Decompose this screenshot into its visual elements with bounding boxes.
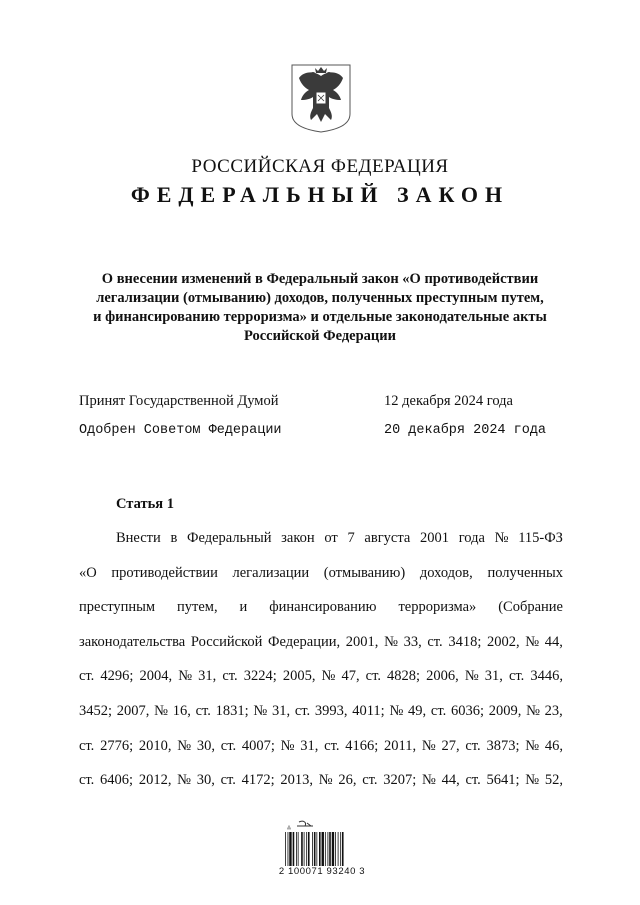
word: ст.: [220, 772, 236, 789]
word: №: [526, 702, 540, 719]
word: ст.: [427, 633, 443, 650]
word: 2011,: [384, 737, 417, 754]
document-type: ФЕДЕРАЛЬНЫЙ ЗАКОН: [130, 182, 510, 207]
country-name: РОССИЙСКАЯ ФЕДЕРАЦИЯ: [191, 156, 449, 177]
word: 4296;: [100, 668, 134, 685]
word: 3873;: [486, 737, 520, 754]
word: (Собрание: [498, 599, 563, 616]
barcode-bar: [319, 832, 321, 866]
word: 7: [347, 530, 355, 546]
word: 44,: [544, 633, 563, 650]
word: №: [389, 702, 404, 719]
word: №: [525, 737, 540, 754]
word: путем,: [177, 599, 218, 616]
word: 115-ФЗ: [518, 530, 563, 546]
word: 16,: [172, 702, 191, 719]
word: 3452;: [79, 702, 113, 719]
barcode-bar: [285, 832, 286, 866]
word: №: [177, 772, 192, 789]
word: ст.: [365, 668, 381, 685]
article-text-line: [79, 599, 563, 634]
barcode-bar: [306, 832, 307, 866]
article-text-line: [79, 668, 563, 703]
barcode-bar: [332, 832, 334, 866]
word: 49,: [408, 702, 427, 719]
word: ст.: [195, 702, 211, 719]
word: 27,: [441, 737, 460, 754]
word: ст.: [362, 772, 378, 789]
word: 31,: [300, 737, 319, 754]
barcode-bar: [329, 832, 331, 866]
word: от: [324, 530, 338, 546]
barcode-bar: [312, 832, 313, 866]
word: 23,: [544, 702, 563, 719]
word: 52,: [544, 772, 563, 789]
word: Федеральный: [187, 530, 272, 546]
article-text-line: [79, 565, 563, 600]
word: легализации: [232, 564, 310, 581]
word: 31,: [271, 702, 291, 719]
word: и: [239, 599, 248, 616]
word: ст.: [79, 772, 95, 789]
word: ст.: [465, 772, 481, 789]
word: ст.: [294, 702, 311, 719]
article-body: [79, 530, 563, 807]
word: №: [464, 668, 479, 685]
article-text-line: [79, 634, 563, 669]
word: 2009,: [488, 702, 522, 719]
barcode-number: 2 100071 93240 3: [278, 866, 366, 877]
word: 31,: [484, 668, 503, 685]
word: «О: [79, 564, 97, 581]
barcode-bar: [338, 832, 339, 866]
word: 4166;: [345, 737, 379, 754]
russian-coat-of-arms-icon: [289, 62, 353, 134]
duma-adoption-label: Принят Государственной Думой: [79, 393, 279, 409]
word: 30,: [196, 772, 215, 789]
word: 3224;: [243, 668, 277, 685]
word: 2013,: [280, 772, 314, 789]
word: 46,: [544, 737, 563, 754]
word: ст.: [79, 737, 95, 754]
article-text-line: [79, 772, 563, 807]
word: 2010,: [138, 737, 172, 754]
word: 2776;: [100, 737, 134, 754]
word: преступным: [79, 599, 156, 616]
word: №: [318, 772, 333, 789]
svg-text:⁂: ⁂: [287, 825, 291, 830]
word: №: [525, 772, 540, 789]
word: доходов,: [419, 564, 473, 581]
word: 2004,: [139, 668, 173, 685]
word: года: [458, 530, 485, 546]
word: 33,: [403, 633, 422, 650]
word: №: [494, 530, 509, 546]
article-text-line: [79, 703, 563, 738]
word: 5641;: [486, 772, 520, 789]
word: ст.: [79, 668, 95, 685]
word: 2002,: [487, 633, 520, 650]
barcode-bar: [308, 832, 310, 866]
word: №: [421, 737, 436, 754]
barcode-bar: [328, 832, 329, 866]
law-title-line: О внесении изменений в Федеральный закон «О противодействии: [101, 271, 539, 287]
word: 2007,: [116, 702, 150, 719]
word: финансированию: [269, 599, 377, 616]
word: 2005,: [282, 668, 316, 685]
word: 4828;: [387, 668, 421, 685]
word: 26,: [338, 772, 357, 789]
article-text-line: [79, 530, 563, 565]
barcode-bar: [296, 832, 297, 866]
law-title-line: и финансированию терроризма» и отдельные законодательные акты: [93, 309, 547, 325]
word: 4172;: [241, 772, 275, 789]
word: 6036;: [450, 702, 484, 719]
barcode-bar: [316, 832, 317, 866]
word: 47,: [341, 668, 360, 685]
law-title: [60, 270, 580, 346]
word: терроризма»: [398, 599, 477, 616]
word: 2006,: [426, 668, 459, 685]
barcode-bar: [289, 832, 291, 866]
word: №: [384, 633, 398, 650]
council-approval-date: 20 декабря 2024 года: [384, 423, 547, 438]
word: 4007;: [241, 737, 275, 754]
word: 2001,: [345, 633, 379, 650]
word: №: [178, 668, 193, 685]
word: ст.: [465, 737, 481, 754]
word: ст.: [220, 737, 237, 754]
word: 3418;: [448, 633, 482, 650]
word: №: [525, 633, 540, 650]
barcode-bar: [325, 832, 326, 866]
word: №: [321, 668, 336, 685]
word: Внести: [116, 530, 161, 546]
word: ст.: [508, 668, 525, 685]
word: (отмыванию): [323, 564, 406, 581]
barcode-bar: [340, 832, 341, 866]
word: 6406;: [100, 772, 134, 789]
word: противодействии: [111, 564, 218, 581]
duma-adoption-date: 12 декабря 2024 года: [384, 393, 513, 409]
word: №: [177, 737, 192, 754]
barcode-bar: [288, 832, 289, 866]
council-approval-label: Одобрен Советом Федерации: [79, 423, 282, 438]
word: 1831;: [215, 702, 249, 719]
barcode-bar: [314, 832, 316, 866]
barcode-bar: [293, 832, 295, 866]
word: 3446,: [530, 668, 563, 685]
word: законодательства: [79, 633, 186, 650]
word: 44,: [441, 772, 460, 789]
word: №: [253, 702, 268, 719]
article-heading: Статья 1: [116, 496, 174, 512]
word: 2001: [420, 530, 449, 546]
law-title-line: Российской Федерации: [243, 328, 396, 344]
barcode-bar: [301, 832, 303, 866]
barcode-icon: [283, 820, 365, 868]
law-title-line: легализации (отмыванию) доходов, полученных преступным путем,: [96, 290, 544, 306]
word: 3993,: [314, 702, 348, 719]
barcode-bar: [304, 832, 305, 866]
word: 4011;: [352, 702, 385, 719]
word: Российской: [190, 633, 263, 650]
word: в: [170, 530, 178, 546]
word: Федерации,: [268, 633, 341, 650]
word: 31,: [198, 668, 217, 685]
word: ст.: [430, 702, 447, 719]
word: 3207;: [383, 772, 417, 789]
barcode-bar: [342, 832, 344, 866]
barcode-bar: [298, 832, 299, 866]
barcode-bar: [335, 832, 336, 866]
barcode-bar: [322, 832, 324, 866]
word: ст.: [324, 737, 340, 754]
word: августа: [364, 530, 411, 546]
word: 2012,: [138, 772, 172, 789]
word: закон: [281, 530, 315, 546]
word: №: [154, 702, 168, 719]
article-text-line: [79, 738, 563, 773]
word: ст.: [222, 668, 238, 685]
word: 30,: [196, 737, 215, 754]
word: №: [422, 772, 436, 789]
word: полученных: [487, 564, 563, 581]
word: №: [280, 737, 295, 754]
